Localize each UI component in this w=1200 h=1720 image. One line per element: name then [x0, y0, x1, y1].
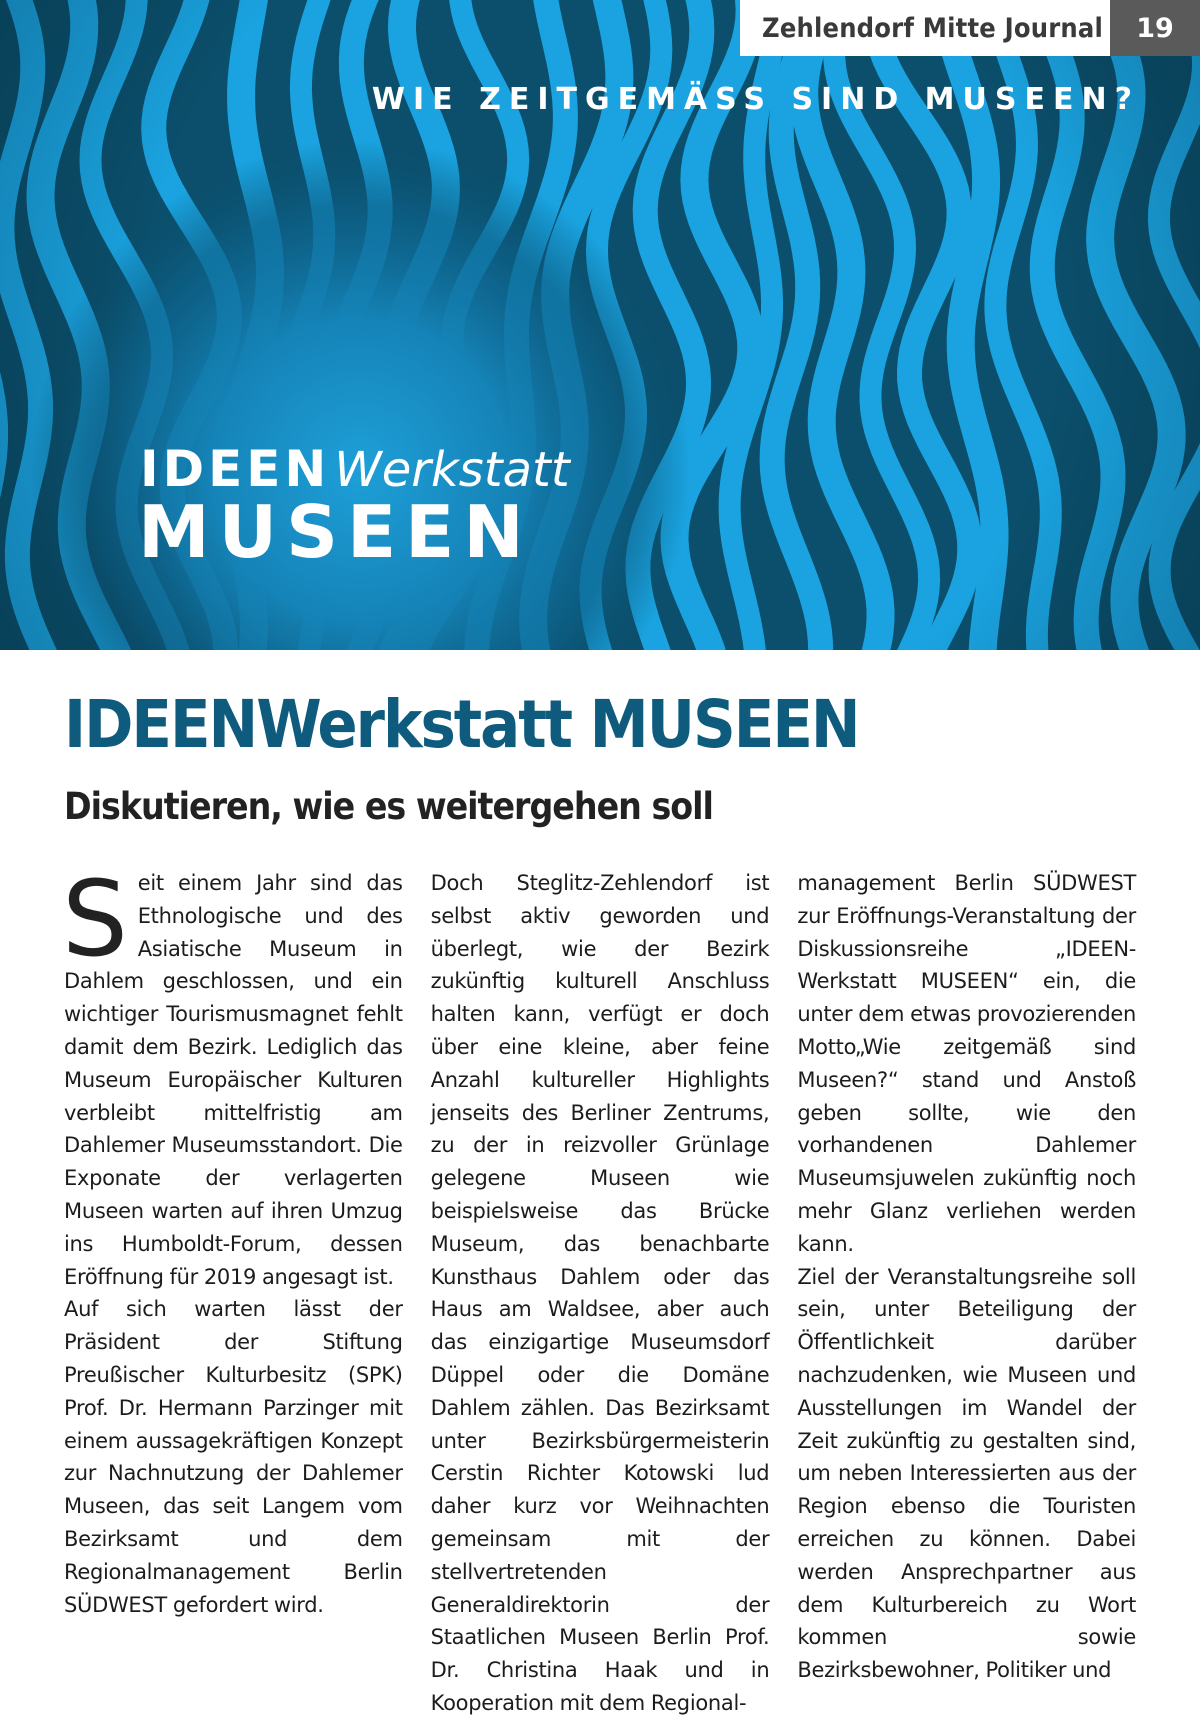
hero-heading: WIE ZEITGEMÄSS SIND MUSEEN? — [371, 82, 1140, 117]
logo-museen-text: MUSEEN — [138, 490, 533, 574]
article-title: IDEENWerkstatt MUSEEN — [64, 686, 859, 763]
paragraph: management Berlin SÜDWEST zur Eröffnungs-Veranstaltung der Diskussionsreihe „IDEEN-Werkstatt MUSEEN“ ein, die unter dem etwas provozierenden Motto„Wie zeitgemäß sind Museen?“ stand und Anstoß geben sollte, wie den vorhandenen Dahlemer Museumsjuwelen zukünftig noch mehr Glanz verliehen werden kann. — [797, 871, 1137, 1256]
article-column-2 — [430, 867, 770, 1715]
paragraph: Auf sich warten lässt der Präsident der Stiftung Preußischer Kulturbesitz (SPK) Prof. Dr. Hermann Parzinger mit einem aussagekräftigen Konzept zur Nachnutzung der Dahlemer Museen, das seit Langem vom Bezirksamt und dem Regionalmanagement Berlin SÜDWEST gefordert wird. — [64, 1297, 403, 1617]
paragraph: Ziel der Veranstaltungsreihe soll sein, unter Beteiligung der Öffentlichkeit darüber nachzudenken, wie Museen und Ausstellungen im Wandel der Zeit zukünftig zu gestalten sind, um neben Interessierten aus der Region ebenso die Touristen erreichen zu können. Dabei werden Ansprechpartner aus dem Kulturbereich zu Wort kommen sowie Bezirksbewohner, Politiker und — [797, 1264, 1137, 1683]
paragraph: eit einem Jahr sind das Ethnologische und des Asiatische Museum in Dahlem geschlossen, und ein wichtiger Tourismusmagnet fehlt damit dem Bezirk. Lediglich das Museum Europäischer Kulturen verbleibt mittelfristig am Dahlemer Museumsstandort. Die Exponate der verlagerten Museen warten auf ihren Umzug ins Humboldt-Forum, dessen Eröffnung für 2019 angesagt ist. — [64, 871, 403, 1289]
page-number: 19 — [1136, 12, 1174, 44]
logo-werkstatt-text: Werkstatt — [334, 442, 570, 498]
drop-cap: S — [62, 858, 128, 980]
page-number-box — [1110, 0, 1200, 56]
article-column-3 — [797, 867, 1137, 1683]
journal-header — [740, 0, 1110, 56]
article-subtitle: Diskutieren, wie es weitergehen soll — [64, 785, 713, 828]
paragraph: Doch Steglitz-Zehlendorf ist selbst aktiv geworden und überlegt, wie der Bezirk zukünftig kulturell Anschluss halten kann, verfügt er doch über eine kleine, aber feine Anzahl kultureller Highlights jenseits des Berliner Zentrums, zu der in reizvoller Grünlage gelegene Museen wie beispielsweise das Brücke Museum, das benachbarte Kunsthaus Dahlem oder das Haus am Waldsee, aber auch das einzigartige Museumsdorf Düppel oder die Domäne Dahlem zählen. Das Bezirksamt unter Bezirksbürgermeisterin Cerstin Richter Kotowski lud daher kurz vor Weihnachten gemeinsam mit der stellvertretenden Generaldirektorin der Staatlichen Museen Berlin Prof. Dr. Christina Haak und in Kooperation mit dem Regional- — [430, 871, 770, 1715]
hero-banner — [0, 0, 1200, 650]
article-body — [62, 858, 1137, 1715]
article-column-1 — [62, 858, 403, 1667]
journal-title: Zehlendorf Mitte Journal — [762, 12, 1104, 44]
logo-ideen-text: IDEEN — [140, 440, 331, 498]
